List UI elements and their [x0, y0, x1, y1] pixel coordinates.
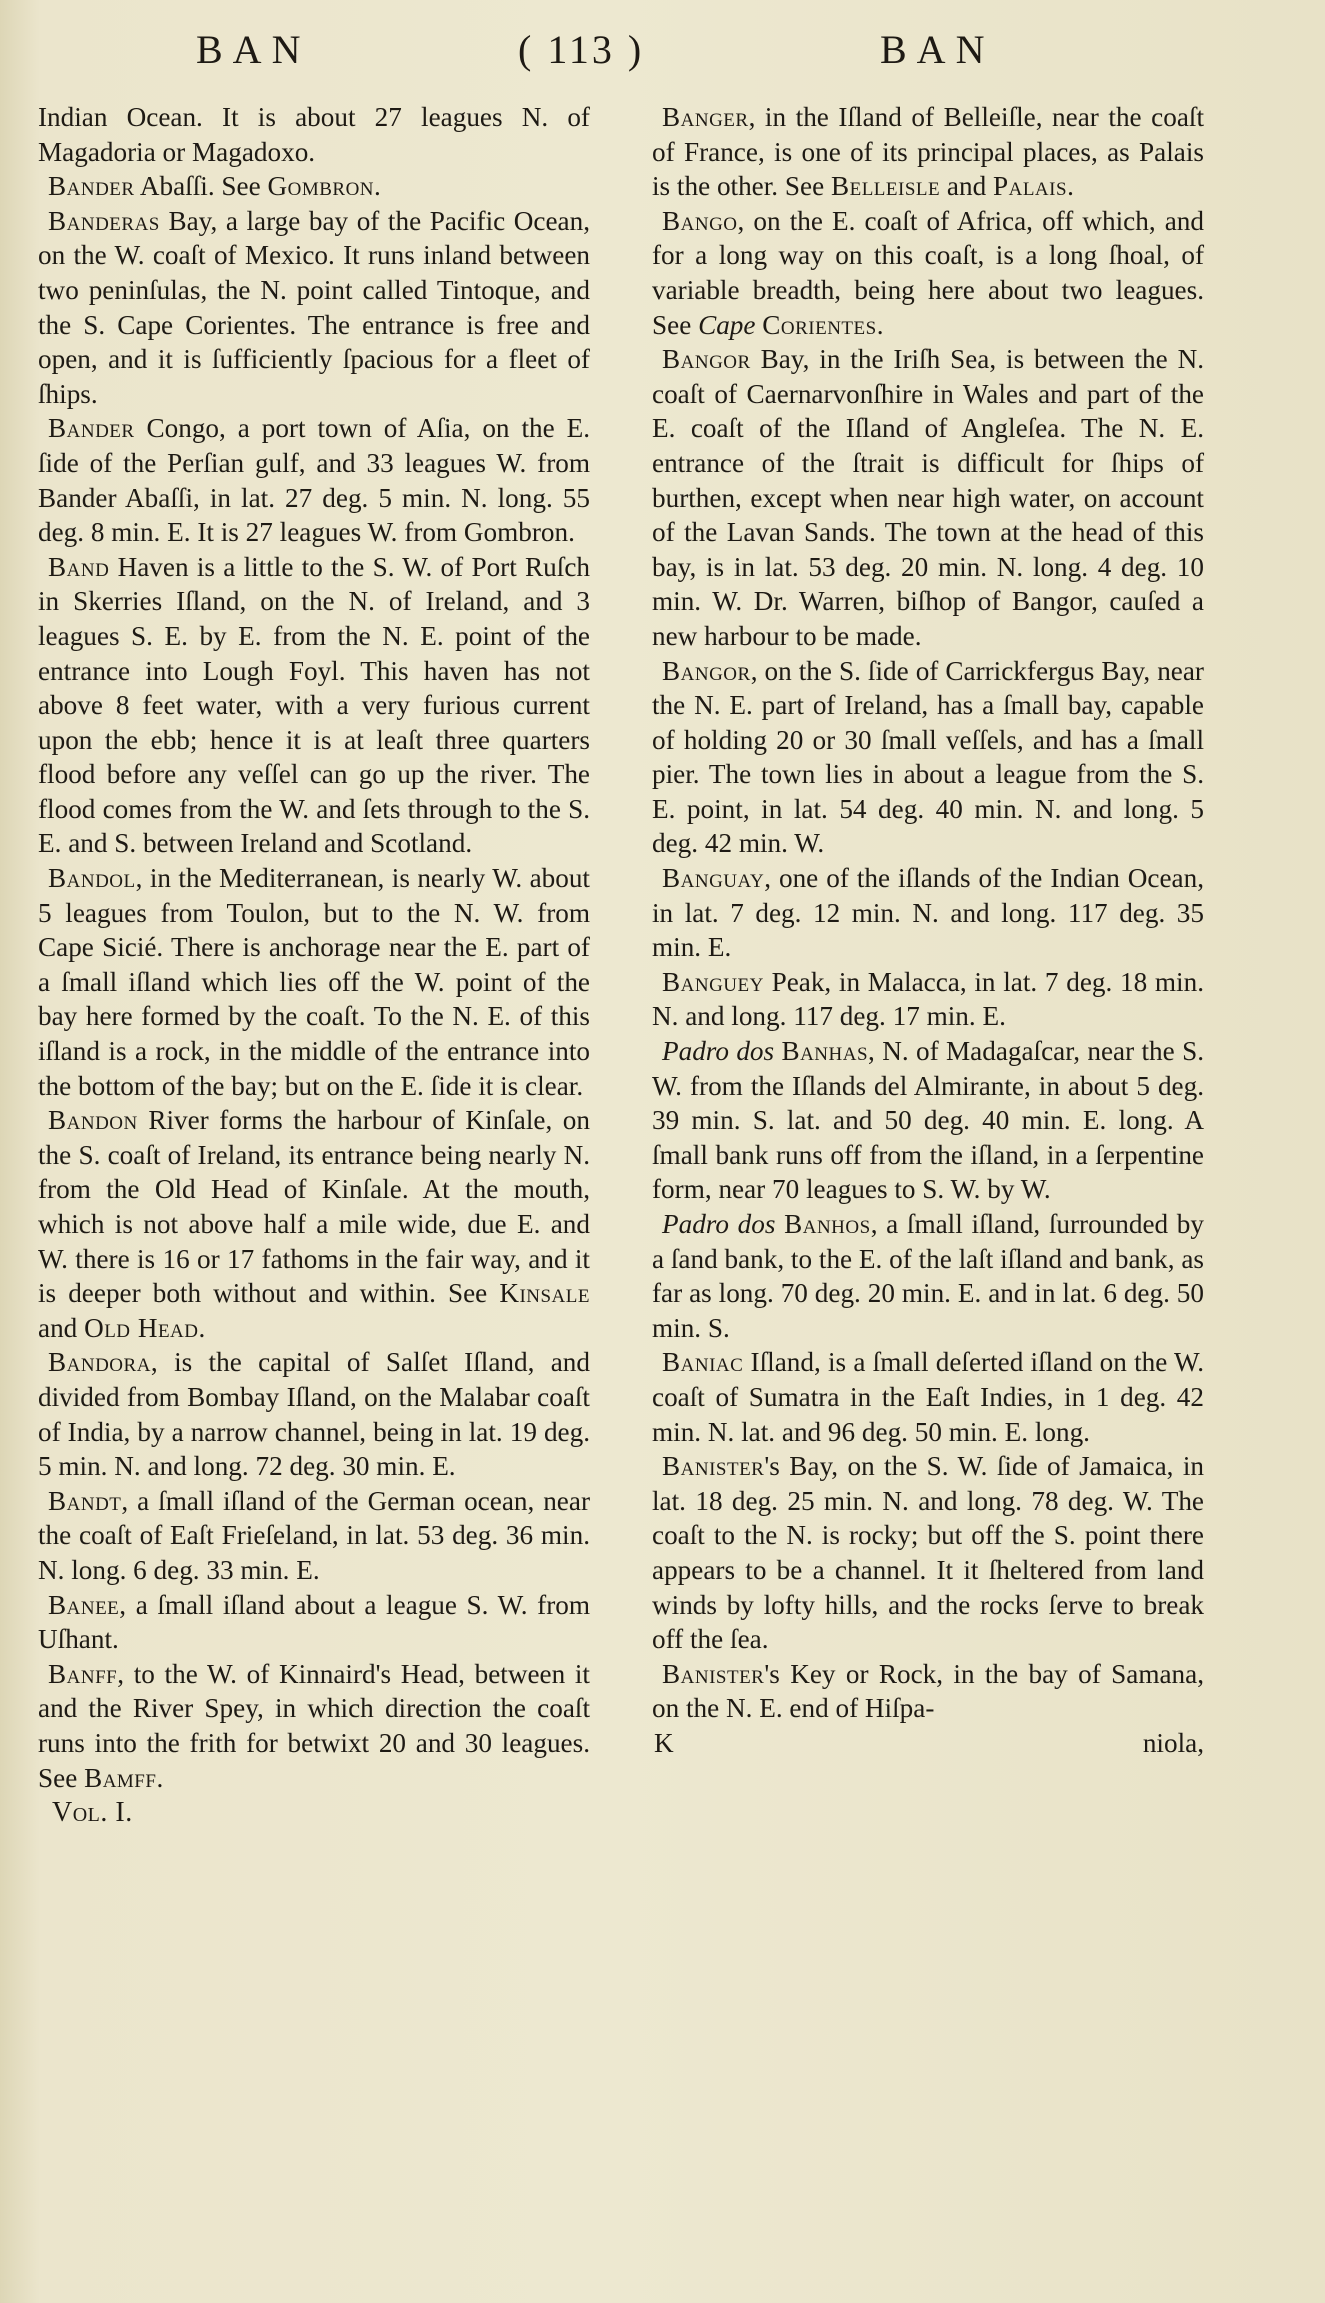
- volume-mark: Vol. I.: [52, 1797, 133, 1829]
- right-entry-paragraph: Banger, in the Iſland of Belleiſle, near the coaſt of France, is one of its principal places, as Palais is the other. See Belleisle and Palais.: [652, 102, 1204, 202]
- left-entry-paragraph: Indian Ocean. It is about 27 leagues N. of Magadoria or Magadoxo.: [38, 102, 590, 167]
- left-entry-paragraph: Bandora, is the capital of Salſet Iſland, and divided from Bombay Iſland, on the Malabar coaſt of India, by a narrow channel, being in lat. 19 deg. 5 min. N. and long. 72 deg. 30 min. E.: [38, 1347, 590, 1482]
- signature-mark: K: [654, 1727, 674, 1758]
- left-column: [38, 100, 590, 1831]
- running-head-right: BAN: [880, 27, 995, 72]
- right-entry-paragraph: Banister's Bay, on the S. W. ſide of Jamaica, in lat. 18 deg. 25 min. N. and long. 78 deg. W. The coaſt to the N. is rocky; but off the S. point there appears to be a channel. It it ſheltered from land winds by lofty hills, and the rocks ſerve to break off the ſea.: [652, 1451, 1204, 1655]
- volume-mark-line: [38, 1795, 590, 1831]
- right-entry-paragraph: Bangor, on the S. ſide of Carrickfergus Bay, near the N. E. part of Ireland, has a ſmall bay, capable of holding 20 or 30 ſmall veſſels, and has a ſmall pier. The town lies in about a league from the S. E. point, in lat. 54 deg. 40 min. N. and long. 5 deg. 42 min. W.: [652, 655, 1204, 859]
- running-head: [0, 26, 1325, 86]
- right-column: [652, 100, 1204, 1761]
- left-entry-paragraph: Band Haven is a little to the S. W. of Port Ruſch in Skerries Iſland, on the N. of Ireland, and 3 leagues S. E. by E. from the N. E. point of the entrance into Lough Foyl. This haven has not above 8 feet water, with a very furious current upon the ebb; hence it is at leaſt three quarters flood before any veſſel can go up the river. The flood comes from the W. and ſets through to the S. E. and S. between Ireland and Scotland.: [38, 551, 590, 859]
- left-entry-paragraph: Banff, to the W. of Kinnaird's Head, between it and the River Spey, in which direction the coaſt runs into the frith for betwixt 20 and 30 leagues. See Bamff.: [38, 1658, 590, 1793]
- left-entry-paragraph: Banderas Bay, a large bay of the Pacific Ocean, on the W. coaſt of Mexico. It runs inland between two peninſulas, the N. point called Tintoque, and the S. Cape Corientes. The entrance is free and open, and it is ſufficiently ſpacious for a fleet of ſhips.: [38, 205, 590, 409]
- right-entry-paragraph: Banguey Peak, in Malacca, in lat. 7 deg. 18 min. N. and long. 117 deg. 17 min. E.: [652, 966, 1204, 1032]
- right-entry-paragraph: Bango, on the E. coaſt of Africa, off which, and for a long way on this coaſt, is a long ſhoal, of variable breadth, being here about two leagues. See Cape Corientes.: [652, 205, 1204, 340]
- running-head-left: BAN: [196, 27, 311, 72]
- right-entry-paragraph: Banguay, one of the iſlands of the Indian Ocean, in lat. 7 deg. 12 min. N. and long. 117 deg. 35 min. E.: [652, 863, 1204, 963]
- left-entry-paragraph: Bandt, a ſmall iſland of the German ocean, near the coaſt of Eaſt Frieſeland, in lat. 53 deg. 36 min. N. long. 6 deg. 33 min. E.: [38, 1485, 590, 1585]
- right-entry-paragraph: Banister's Key or Rock, in the bay of Samana, on the N. E. end of Hiſpa-: [652, 1658, 1204, 1724]
- left-entry-paragraph: Bander Congo, a port town of Aſia, on the E. ſide of the Perſian gulf, and 33 leagues W. from Bander Abaſſi, in lat. 27 deg. 5 min. N. long. 55 deg. 8 min. E. It is 27 leagues W. from Gombron.: [38, 413, 590, 548]
- left-entry-paragraph: Banee, a ſmall iſland about a league S. W. from Uſhant.: [38, 1589, 590, 1655]
- left-entry-paragraph: Bander Abaſſi. See Gombron.: [48, 171, 381, 202]
- page-number: ( 113 ): [518, 27, 645, 72]
- right-entry-paragraph: Padro dos Banhos, a ſmall iſland, ſurrounded by a ſand bank, to the E. of the laſt iſland and bank, as far as long. 70 deg. 20 min. E. and in lat. 6 deg. 50 min. S.: [652, 1209, 1204, 1343]
- left-entry-paragraph: Bandol, in the Mediterranean, is nearly W. about 5 leagues from Toulon, but to the N. W. from Cape Sicié. There is anchorage near the E. part of a ſmall iſland which lies off the W. point of the bay here formed by the coaſt. To the N. E. of this iſland is a rock, in the middle of the entrance into the bottom of the bay; but on the E. ſide it is clear.: [38, 863, 590, 1101]
- left-entry-paragraph: Bandon River forms the harbour of Kinſale, on the S. coaſt of Ireland, its entrance being nearly N. from the Old Head of Kinſale. At the mouth, which is not above half a mile wide, due E. and W. there is 16 or 17 fathoms in the fair way, and it is deeper both without and within. See Kinsale and Old Head.: [38, 1105, 590, 1343]
- right-entry-paragraph: Bangor Bay, in the Iriſh Sea, is between the N. coaſt of Caernarvonſhire in Wales and part of the E. coaſt of the Iſland of Angleſea. The N. E. entrance of the ſtrait is difficult for ſhips of burthen, except when near high water, on account of the Lavan Sands. The town at the head of this bay, is in lat. 53 deg. 20 min. N. long. 4 deg. 10 min. W. Dr. Warren, biſhop of Bangor, cauſed a new harbour to be made.: [652, 344, 1204, 651]
- right-entry-paragraph: Baniac Iſland, is a ſmall deſerted iſland on the W. coaſt of Sumatra in the Eaſt Indies, in 1 deg. 42 min. N. lat. and 96 deg. 50 min. E. long.: [652, 1347, 1204, 1447]
- catchword: niola,: [1142, 1727, 1204, 1758]
- right-entry-paragraph: Padro dos Banhas, N. of Madagaſcar, near the S. W. from the Iſlands del Almirante, in about 5 deg. 39 min. S. lat. and 50 deg. 40 min. E. long. A ſmall bank runs off from the iſland, in a ſerpentine form, near 70 leagues to S. W. by W.: [652, 1036, 1204, 1205]
- signature-line: [652, 1726, 1204, 1761]
